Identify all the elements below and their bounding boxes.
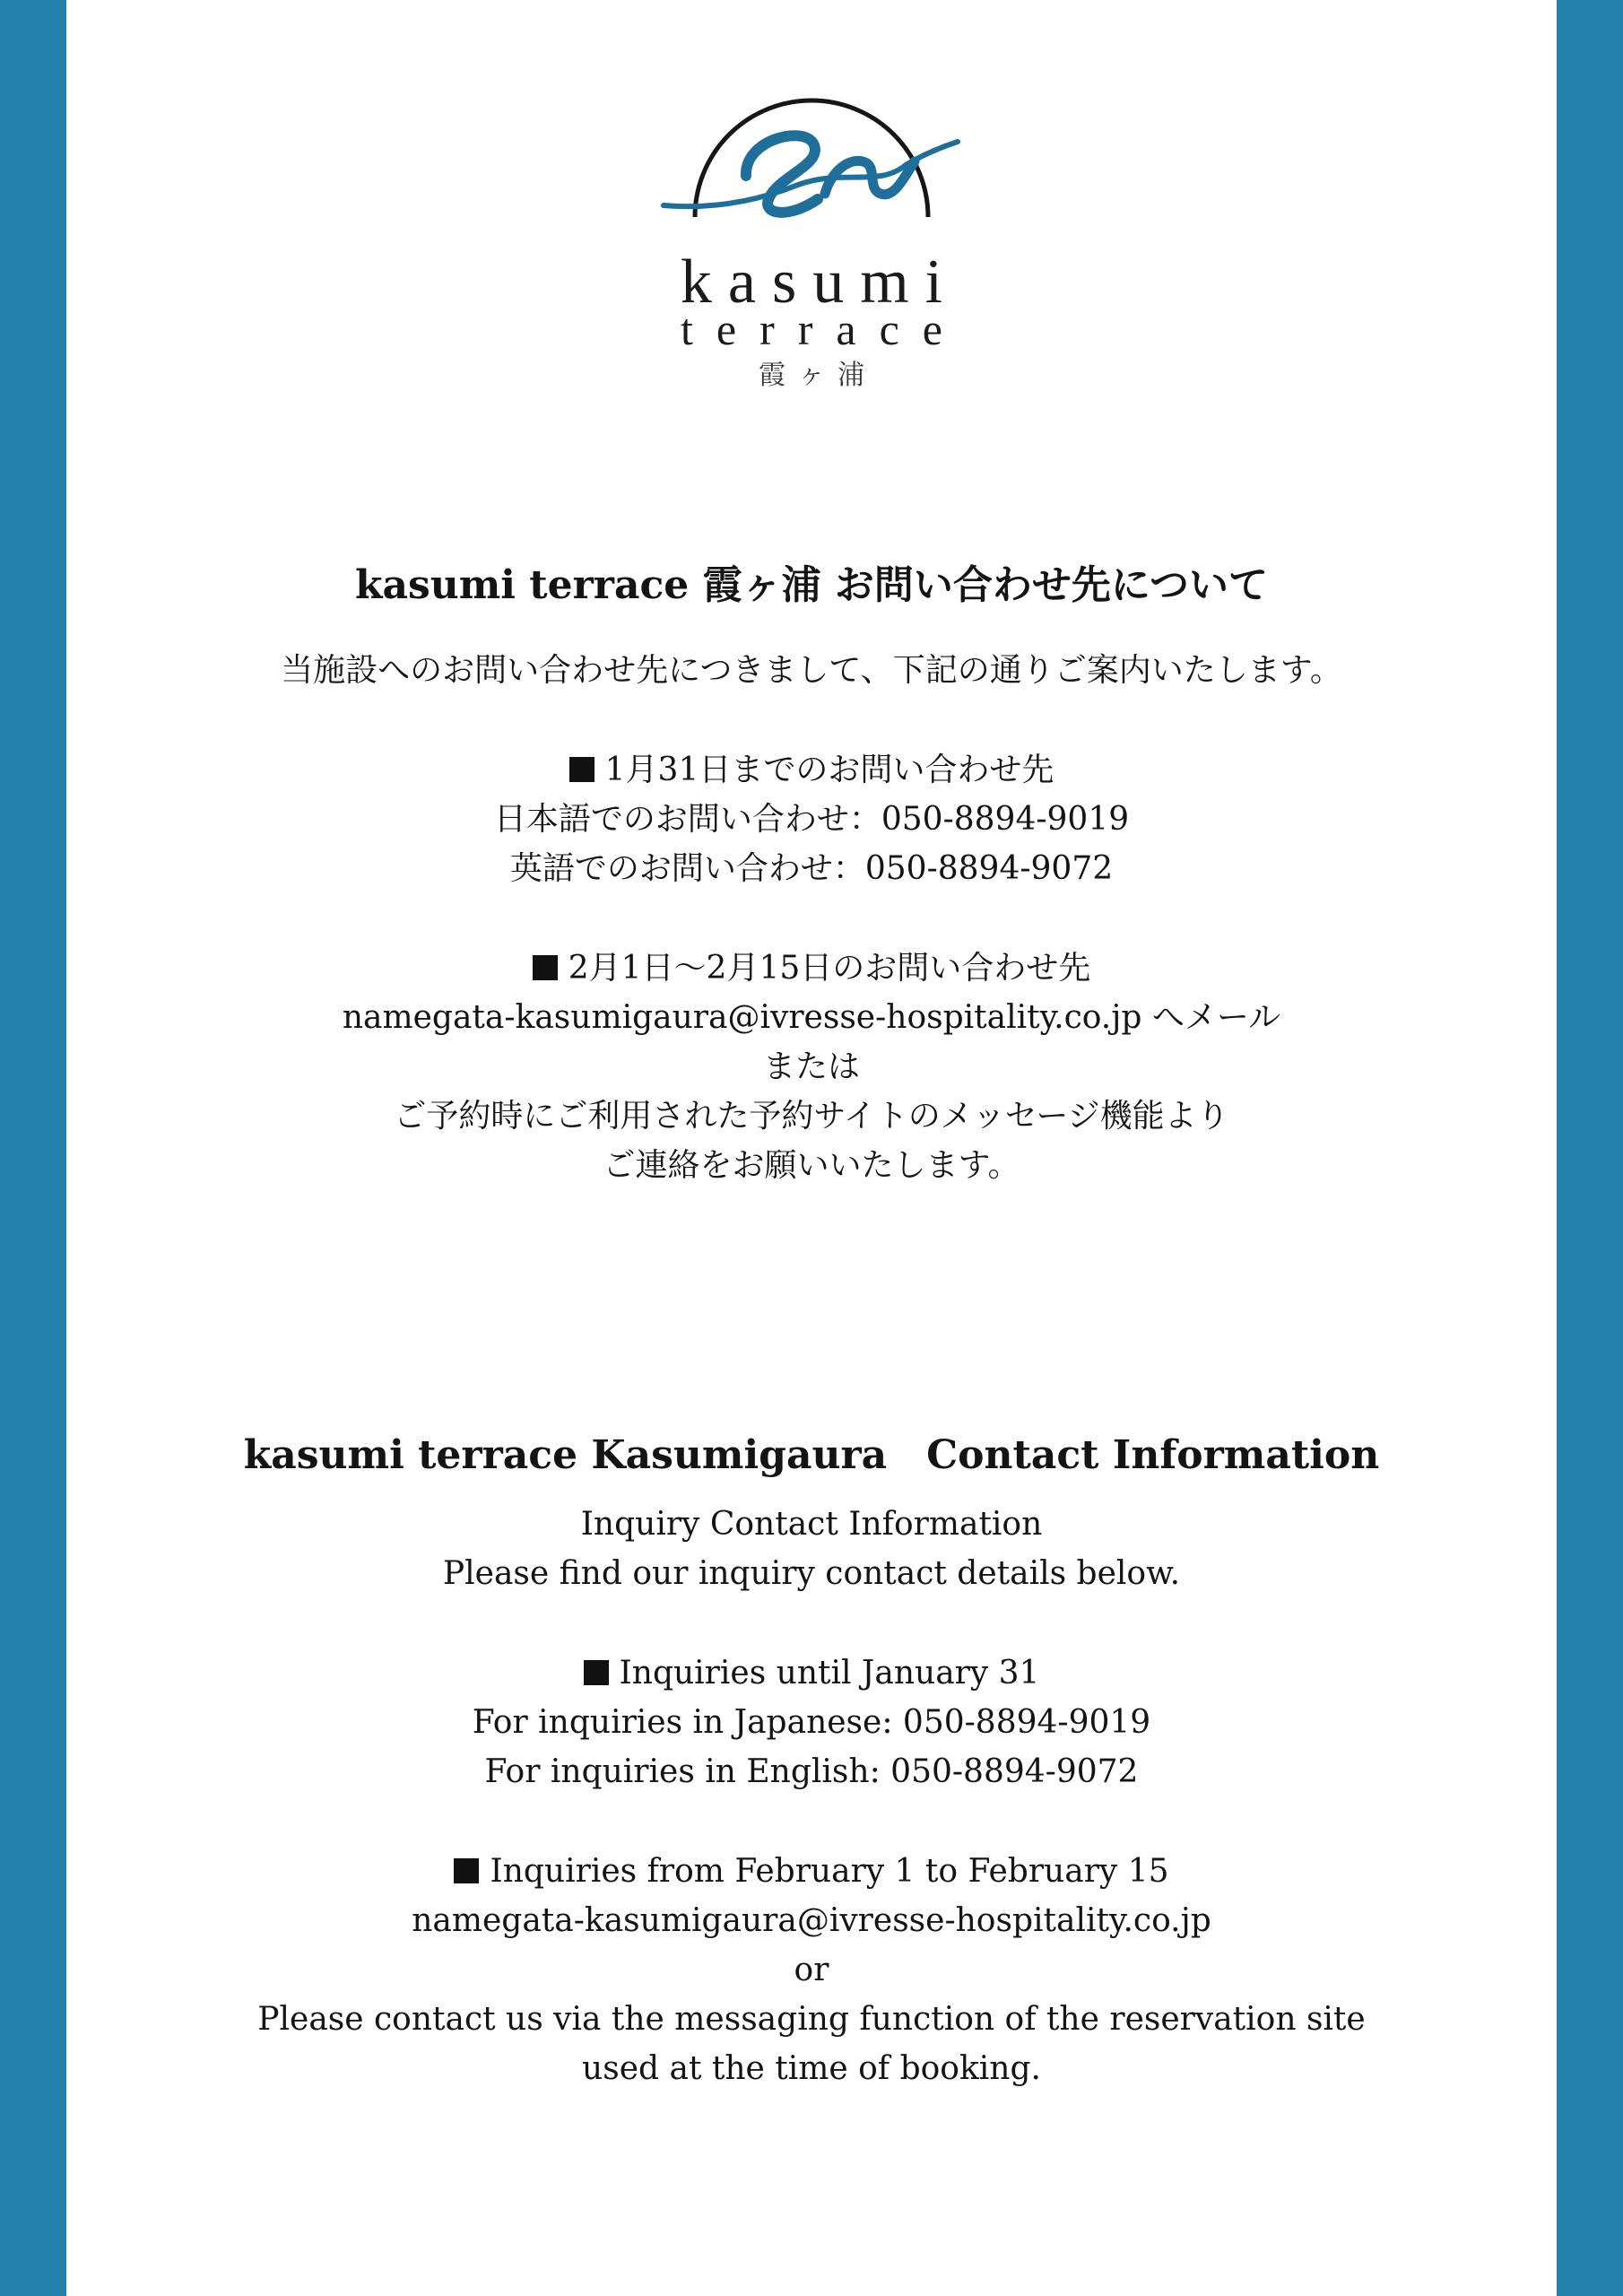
notice-page xyxy=(66,0,1557,2296)
logo-wave-mark xyxy=(655,75,968,228)
japanese-closing-line: ご連絡をお願いいたします。 xyxy=(603,1147,1020,1184)
japanese-period2-label: 2月1日〜2月15日のお問い合わせ先 xyxy=(66,944,1557,993)
brand-logo xyxy=(66,75,1557,398)
english-period1-label: Inquiries until January 31 xyxy=(66,1648,1557,1698)
logo-text-terrace: terrace xyxy=(681,304,966,354)
english-phone-en: For inquiries in English: 050-8894-9072 xyxy=(484,1753,1139,1790)
japanese-phone-jp: 日本語でのお問い合わせ：050-8894-9019 xyxy=(493,801,1130,838)
english-closing-line: used at the time of booking. xyxy=(582,2050,1041,2087)
japanese-or: または xyxy=(762,1048,860,1085)
english-intro-title: Inquiry Contact Information xyxy=(580,1506,1043,1543)
square-bullet-icon xyxy=(533,955,558,980)
english-section xyxy=(66,1424,1557,2093)
logo-text-kasumi: kasumi xyxy=(680,248,959,317)
english-heading: kasumi terrace Kasumigaura Contact Information xyxy=(243,1432,1380,1478)
japanese-intro: 当施設へのお問い合わせ先につきまして、下記の通りご案内いたします。 xyxy=(281,652,1342,689)
japanese-phone-en: 英語でのお問い合わせ：050-8894-9072 xyxy=(509,850,1114,887)
square-bullet-icon xyxy=(569,757,595,782)
english-or: or xyxy=(794,1952,829,1988)
english-email-line: namegata-kasumigaura@ivresse-hospitality.co.jp xyxy=(412,1902,1211,1939)
english-phone-jp: For inquiries in Japanese: 050-8894-9019 xyxy=(472,1704,1151,1741)
logo-text-kasumigaura: 霞ヶ浦 xyxy=(759,360,877,391)
english-period2-label: Inquiries from February 1 to February 15 xyxy=(66,1847,1557,1896)
english-message-line: Please contact us via the messaging function of the reservation site xyxy=(257,2001,1366,2038)
japanese-period1-label: 1月31日までのお問い合わせ先 xyxy=(66,745,1557,795)
japanese-message-line: ご予約時にご利用された予約サイトのメッセージ機能より xyxy=(394,1098,1229,1135)
square-bullet-icon xyxy=(454,1858,479,1883)
japanese-heading: kasumi terrace 霞ヶ浦 お問い合わせ先について xyxy=(354,562,1269,608)
japanese-section xyxy=(66,554,1557,1190)
square-bullet-icon xyxy=(584,1660,609,1685)
japanese-email-line: namegata-kasumigaura@ivresse-hospitality.co.jp へメール xyxy=(342,999,1281,1036)
english-intro-text: Please find our inquiry contact details below. xyxy=(442,1555,1181,1592)
